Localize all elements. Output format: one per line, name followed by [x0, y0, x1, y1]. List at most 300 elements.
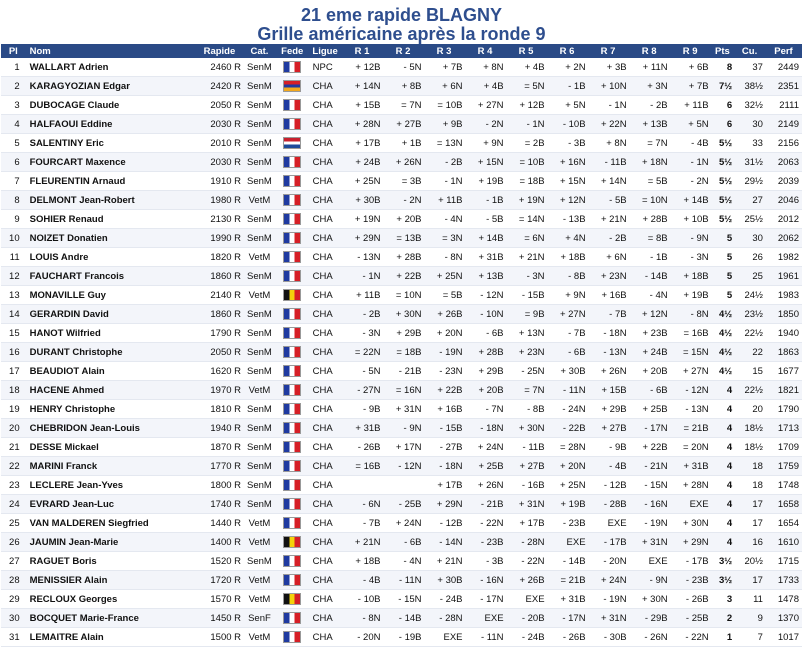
table-row[interactable] — [1, 381, 802, 400]
table-row[interactable] — [1, 400, 802, 419]
round-3-result: - 14N — [424, 533, 465, 552]
place-cell: 16 — [1, 343, 26, 362]
rating-cell: 1790 R — [196, 324, 243, 343]
table-row[interactable] — [1, 153, 802, 172]
round-6-result: + 9N — [547, 286, 588, 305]
round-7-result: + 3B — [588, 58, 629, 77]
round-1-result: + 18B — [341, 552, 382, 571]
round-5-result: = 7N — [506, 381, 547, 400]
round-8-result: - 16N — [629, 495, 670, 514]
round-3-result: - 27B — [424, 438, 465, 457]
flag-fr-icon — [283, 118, 301, 130]
place-cell: 30 — [1, 609, 26, 628]
round-8-result: + 18N — [629, 153, 670, 172]
round-3-result: + 16B — [424, 400, 465, 419]
table-row[interactable] — [1, 77, 802, 96]
round-8-result: - 26N — [629, 628, 670, 647]
page-title: 21 eme rapide BLAGNY — [300, 5, 503, 25]
standings-table — [1, 44, 802, 647]
table-row[interactable] — [1, 134, 802, 153]
header-round-5[interactable]: R 5 — [506, 44, 547, 58]
flag-fr-icon — [283, 270, 301, 282]
player-name[interactable]: FOURCART Maxence — [26, 153, 196, 172]
place-cell: 17 — [1, 362, 26, 381]
cumulative-cell: 15 — [734, 362, 765, 381]
header-pts[interactable]: Pts — [711, 44, 735, 58]
round-9-result: + 27N — [670, 362, 711, 381]
cumulative-cell: 17 — [734, 495, 765, 514]
round-4-result: - 12N — [465, 286, 506, 305]
rating-cell: 1620 R — [196, 362, 243, 381]
round-3-result: - 15B — [424, 419, 465, 438]
league-cell: CHA — [309, 115, 342, 134]
round-8-result: - 2B — [629, 96, 670, 115]
federation-cell — [276, 362, 309, 381]
category-cell: SenM — [243, 172, 276, 191]
round-5-result: + 21N — [506, 248, 547, 267]
flag-be-icon — [283, 593, 301, 605]
header-round-9[interactable]: R 9 — [670, 44, 711, 58]
header-rapide[interactable]: Rapide — [196, 44, 243, 58]
round-8-result: - 19N — [629, 514, 670, 533]
league-cell: CHA — [309, 362, 342, 381]
rating-cell: 1810 R — [196, 400, 243, 419]
cumulative-cell: 30 — [734, 229, 765, 248]
round-3-result: EXE — [424, 628, 465, 647]
flag-nl-icon — [283, 137, 301, 149]
round-8-result: + 13B — [629, 115, 670, 134]
round-8-result: + 12N — [629, 305, 670, 324]
cumulative-cell: 37 — [734, 58, 765, 77]
round-7-result: + 15B — [588, 381, 629, 400]
header-cu[interactable]: Cu. — [734, 44, 765, 58]
round-6-result: - 7B — [547, 324, 588, 343]
round-8-result: = 8B — [629, 229, 670, 248]
place-cell: 15 — [1, 324, 26, 343]
league-cell: CHA — [309, 96, 342, 115]
rating-cell: 2130 R — [196, 210, 243, 229]
round-9-result: = 20N — [670, 438, 711, 457]
round-8-result: + 30N — [629, 590, 670, 609]
federation-cell — [276, 514, 309, 533]
round-4-result: - 7N — [465, 400, 506, 419]
round-2-result: - 2N — [382, 191, 423, 210]
header-round-6[interactable]: R 6 — [547, 44, 588, 58]
league-cell: CHA — [309, 495, 342, 514]
flag-fr-icon — [283, 194, 301, 206]
header-round-2[interactable]: R 2 — [382, 44, 423, 58]
player-name[interactable]: SOHIER Renaud — [26, 210, 196, 229]
round-5-result: - 11B — [506, 438, 547, 457]
round-5-result: - 8B — [506, 400, 547, 419]
round-4-result: + 4B — [465, 77, 506, 96]
table-row[interactable] — [1, 628, 802, 647]
player-name[interactable]: JAUMIN Jean-Marie — [26, 533, 196, 552]
table-row[interactable] — [1, 552, 802, 571]
player-name[interactable]: RAGUET Boris — [26, 552, 196, 571]
performance-cell: 1658 — [765, 495, 802, 514]
player-name[interactable]: MONAVILLE Guy — [26, 286, 196, 305]
round-5-result: = 2B — [506, 134, 547, 153]
round-7-result: - 13N — [588, 343, 629, 362]
round-5-result: - 15B — [506, 286, 547, 305]
table-row[interactable] — [1, 58, 802, 77]
round-4-result: + 19B — [465, 172, 506, 191]
round-8-result: - 9N — [629, 571, 670, 590]
rating-cell: 1440 R — [196, 514, 243, 533]
federation-cell — [276, 58, 309, 77]
place-cell: 8 — [1, 191, 26, 210]
round-9-result: + 18B — [670, 267, 711, 286]
round-7-result: - 18N — [588, 324, 629, 343]
table-row[interactable] — [1, 419, 802, 438]
round-9-result: - 26B — [670, 590, 711, 609]
round-5-result: + 12B — [506, 96, 547, 115]
player-name[interactable]: SALENTINY Eric — [26, 134, 196, 153]
round-2-result: + 26N — [382, 153, 423, 172]
round-3-result: + 20N — [424, 324, 465, 343]
performance-cell: 1370 — [765, 609, 802, 628]
table-row[interactable] — [1, 590, 802, 609]
cumulative-cell: 30 — [734, 115, 765, 134]
flag-fr-icon — [283, 365, 301, 377]
player-name[interactable]: HACENE Ahmed — [26, 381, 196, 400]
round-4-result: - 11N — [465, 628, 506, 647]
points-cell: 5½ — [711, 172, 735, 191]
round-3-result: + 21N — [424, 552, 465, 571]
round-3-result: - 24B — [424, 590, 465, 609]
round-2-result: - 5N — [382, 58, 423, 77]
round-3-result: + 11B — [424, 191, 465, 210]
place-cell: 27 — [1, 552, 26, 571]
round-6-result: + 4N — [547, 229, 588, 248]
round-7-result: + 31N — [588, 609, 629, 628]
table-row[interactable] — [1, 286, 802, 305]
flag-fr-icon — [283, 384, 301, 396]
category-cell: SenM — [243, 343, 276, 362]
league-cell: CHA — [309, 210, 342, 229]
round-6-result: = 28N — [547, 438, 588, 457]
flag-fr-icon — [283, 346, 301, 358]
federation-cell — [276, 571, 309, 590]
player-name[interactable]: RECLOUX Georges — [26, 590, 196, 609]
table-row[interactable] — [1, 172, 802, 191]
flag-fr-icon — [283, 555, 301, 567]
cumulative-cell: 18½ — [734, 419, 765, 438]
round-7-result: - 5B — [588, 191, 629, 210]
category-cell: SenF — [243, 609, 276, 628]
flag-fr-icon — [283, 517, 301, 529]
rating-cell: 1940 R — [196, 419, 243, 438]
round-7-result: + 21N — [588, 210, 629, 229]
table-row[interactable] — [1, 495, 802, 514]
player-name[interactable]: CHEBRIDON Jean-Louis — [26, 419, 196, 438]
player-name[interactable]: WALLART Adrien — [26, 58, 196, 77]
place-cell: 28 — [1, 571, 26, 590]
table-row[interactable] — [1, 514, 802, 533]
header-ligue[interactable]: Ligue — [309, 44, 342, 58]
table-row[interactable] — [1, 438, 802, 457]
place-cell: 31 — [1, 628, 26, 647]
header-round-3[interactable]: R 3 — [424, 44, 465, 58]
round-5-result: + 17B — [506, 514, 547, 533]
round-2-result: + 20B — [382, 210, 423, 229]
table-body — [1, 58, 802, 647]
round-2-result — [382, 476, 423, 495]
round-7-result: + 22N — [588, 115, 629, 134]
table-row[interactable] — [1, 191, 802, 210]
header-nom[interactable]: Nom — [26, 44, 196, 58]
rating-cell: 1740 R — [196, 495, 243, 514]
round-1-result: - 7B — [341, 514, 382, 533]
cumulative-cell: 26 — [734, 248, 765, 267]
round-5-result: - 24B — [506, 628, 547, 647]
round-3-result: = 10B — [424, 96, 465, 115]
table-row[interactable] — [1, 210, 802, 229]
federation-cell — [276, 400, 309, 419]
table-row[interactable] — [1, 457, 802, 476]
league-cell: CHA — [309, 552, 342, 571]
points-cell: 5½ — [711, 191, 735, 210]
player-name[interactable]: HALFAOUI Eddine — [26, 115, 196, 134]
player-name[interactable]: EVRARD Jean-Luc — [26, 495, 196, 514]
player-name[interactable]: MARINI Franck — [26, 457, 196, 476]
round-7-result: + 29B — [588, 400, 629, 419]
round-3-result: - 2B — [424, 153, 465, 172]
category-cell: VetM — [243, 191, 276, 210]
round-1-result: + 15B — [341, 96, 382, 115]
table-row[interactable] — [1, 362, 802, 381]
points-cell: 4 — [711, 514, 735, 533]
place-cell: 4 — [1, 115, 26, 134]
table-row[interactable] — [1, 115, 802, 134]
round-6-result: + 19B — [547, 495, 588, 514]
table-row[interactable] — [1, 229, 802, 248]
round-9-result: - 22N — [670, 628, 711, 647]
round-1-result: - 8N — [341, 609, 382, 628]
round-1-result: + 14N — [341, 77, 382, 96]
round-3-result: - 1N — [424, 172, 465, 191]
points-cell: 6 — [711, 115, 735, 134]
rating-cell: 2140 R — [196, 286, 243, 305]
round-5-result: - 3N — [506, 267, 547, 286]
player-name[interactable]: DURANT Christophe — [26, 343, 196, 362]
player-name[interactable]: HENRY Christophe — [26, 400, 196, 419]
category-cell: VetM — [243, 248, 276, 267]
table-row[interactable] — [1, 324, 802, 343]
round-4-result: - 1B — [465, 191, 506, 210]
round-6-result: EXE — [547, 533, 588, 552]
round-6-result: - 13B — [547, 210, 588, 229]
round-5-result: - 22N — [506, 552, 547, 571]
page-subtitle: Grille américaine après la ronde 9 — [257, 24, 546, 44]
round-6-result: = 21B — [547, 571, 588, 590]
place-cell: 14 — [1, 305, 26, 324]
round-7-result: - 12B — [588, 476, 629, 495]
round-2-result: + 17N — [382, 438, 423, 457]
round-2-result: - 4N — [382, 552, 423, 571]
cumulative-cell: 27 — [734, 191, 765, 210]
player-name[interactable]: NOIZET Donatien — [26, 229, 196, 248]
flag-fr-icon — [283, 251, 301, 263]
round-1-result: + 11B — [341, 286, 382, 305]
round-7-result: - 28B — [588, 495, 629, 514]
category-cell: SenM — [243, 438, 276, 457]
player-name[interactable]: FAUCHART Francois — [26, 267, 196, 286]
performance-cell: 2351 — [765, 77, 802, 96]
rating-cell: 1770 R — [196, 457, 243, 476]
round-4-result: + 15N — [465, 153, 506, 172]
player-name[interactable]: DESSE Mickael — [26, 438, 196, 457]
rating-cell: 2030 R — [196, 153, 243, 172]
round-1-result: - 4B — [341, 571, 382, 590]
round-4-result: + 31B — [465, 248, 506, 267]
header-round-8[interactable]: R 8 — [629, 44, 670, 58]
round-6-result: - 17N — [547, 609, 588, 628]
header-perf[interactable]: Perf — [765, 44, 802, 58]
player-name[interactable]: BEAUDIOT Alain — [26, 362, 196, 381]
rating-cell: 1820 R — [196, 248, 243, 267]
round-1-result: - 2B — [341, 305, 382, 324]
round-1-result: + 12B — [341, 58, 382, 77]
table-row[interactable] — [1, 533, 802, 552]
header-fede[interactable]: Fede — [276, 44, 309, 58]
table-row[interactable] — [1, 343, 802, 362]
federation-cell — [276, 153, 309, 172]
round-5-result: = 14N — [506, 210, 547, 229]
player-name[interactable]: DUBOCAGE Claude — [26, 96, 196, 115]
round-6-result: + 20N — [547, 457, 588, 476]
performance-cell: 1940 — [765, 324, 802, 343]
round-2-result: + 29B — [382, 324, 423, 343]
round-8-result: - 1B — [629, 248, 670, 267]
performance-cell: 1821 — [765, 381, 802, 400]
player-name[interactable]: VAN MALDEREN Siegfried — [26, 514, 196, 533]
round-2-result: - 12N — [382, 457, 423, 476]
rating-cell: 1570 R — [196, 590, 243, 609]
table-row[interactable] — [1, 476, 802, 495]
round-6-result: + 2N — [547, 58, 588, 77]
league-cell: NPC — [309, 58, 342, 77]
player-name[interactable]: LECLERE Jean-Yves — [26, 476, 196, 495]
flag-fr-icon — [283, 422, 301, 434]
place-cell: 10 — [1, 229, 26, 248]
points-cell: 7½ — [711, 77, 735, 96]
round-2-result: - 14B — [382, 609, 423, 628]
performance-cell: 2111 — [765, 96, 802, 115]
place-cell: 12 — [1, 267, 26, 286]
round-1-result: + 28N — [341, 115, 382, 134]
place-cell: 29 — [1, 590, 26, 609]
federation-cell — [276, 438, 309, 457]
header-round-1[interactable]: R 1 — [341, 44, 382, 58]
federation-cell — [276, 495, 309, 514]
round-1-result: = 22N — [341, 343, 382, 362]
cumulative-cell: 22 — [734, 343, 765, 362]
round-8-result: - 21N — [629, 457, 670, 476]
performance-cell: 2012 — [765, 210, 802, 229]
round-1-result: - 26B — [341, 438, 382, 457]
player-name[interactable]: GERARDIN David — [26, 305, 196, 324]
table-header-row — [1, 44, 802, 58]
federation-cell — [276, 305, 309, 324]
flag-am-icon — [283, 80, 301, 92]
category-cell: SenM — [243, 305, 276, 324]
player-name[interactable]: LEMAITRE Alain — [26, 628, 196, 647]
place-cell: 9 — [1, 210, 26, 229]
cumulative-cell: 16 — [734, 533, 765, 552]
cumulative-cell: 7 — [734, 628, 765, 647]
player-name[interactable]: MENISSIER Alain — [26, 571, 196, 590]
table-row[interactable] — [1, 248, 802, 267]
league-cell: CHA — [309, 533, 342, 552]
round-5-result: - 20B — [506, 609, 547, 628]
round-5-result: + 4B — [506, 58, 547, 77]
round-6-result: + 12N — [547, 191, 588, 210]
rating-cell: 1800 R — [196, 476, 243, 495]
round-2-result: + 1B — [382, 134, 423, 153]
place-cell: 6 — [1, 153, 26, 172]
round-9-result: + 29N — [670, 533, 711, 552]
place-cell: 24 — [1, 495, 26, 514]
round-6-result: - 24N — [547, 400, 588, 419]
federation-cell — [276, 457, 309, 476]
flag-fr-icon — [283, 156, 301, 168]
round-9-result: - 23B — [670, 571, 711, 590]
federation-cell — [276, 628, 309, 647]
table-row[interactable] — [1, 571, 802, 590]
federation-cell — [276, 96, 309, 115]
round-2-result: = 7N — [382, 96, 423, 115]
category-cell: SenM — [243, 115, 276, 134]
header-round-4[interactable]: R 4 — [465, 44, 506, 58]
place-cell: 22 — [1, 457, 26, 476]
round-6-result: + 25N — [547, 476, 588, 495]
player-name[interactable]: FLEURENTIN Arnaud — [26, 172, 196, 191]
round-4-result: + 27N — [465, 96, 506, 115]
category-cell: VetM — [243, 590, 276, 609]
table-row[interactable] — [1, 305, 802, 324]
round-4-result: + 26N — [465, 476, 506, 495]
round-3-result: - 12B — [424, 514, 465, 533]
player-name[interactable]: HANOT Wilfried — [26, 324, 196, 343]
cumulative-cell: 11 — [734, 590, 765, 609]
round-1-result: + 24B — [341, 153, 382, 172]
player-name[interactable]: BOCQUET Marie-France — [26, 609, 196, 628]
header-cat[interactable]: Cat. — [243, 44, 276, 58]
points-cell: 4½ — [711, 362, 735, 381]
round-2-result: - 21B — [382, 362, 423, 381]
player-name[interactable]: DELMONT Jean-Robert — [26, 191, 196, 210]
player-name[interactable]: KARAGYOZIAN Edgar — [26, 77, 196, 96]
flag-fr-icon — [283, 175, 301, 187]
header-round-7[interactable]: R 7 — [588, 44, 629, 58]
federation-cell — [276, 552, 309, 571]
table-row[interactable] — [1, 267, 802, 286]
league-cell: CHA — [309, 248, 342, 267]
category-cell: SenM — [243, 153, 276, 172]
flag-fr-icon — [283, 213, 301, 225]
round-3-result: - 18N — [424, 457, 465, 476]
table-row[interactable] — [1, 96, 802, 115]
federation-cell — [276, 343, 309, 362]
player-name[interactable]: LOUIS Andre — [26, 248, 196, 267]
round-6-result: + 30B — [547, 362, 588, 381]
place-cell: 1 — [1, 58, 26, 77]
round-9-result: - 12N — [670, 381, 711, 400]
header-pl[interactable]: Pl — [1, 44, 26, 58]
round-1-result: - 3N — [341, 324, 382, 343]
